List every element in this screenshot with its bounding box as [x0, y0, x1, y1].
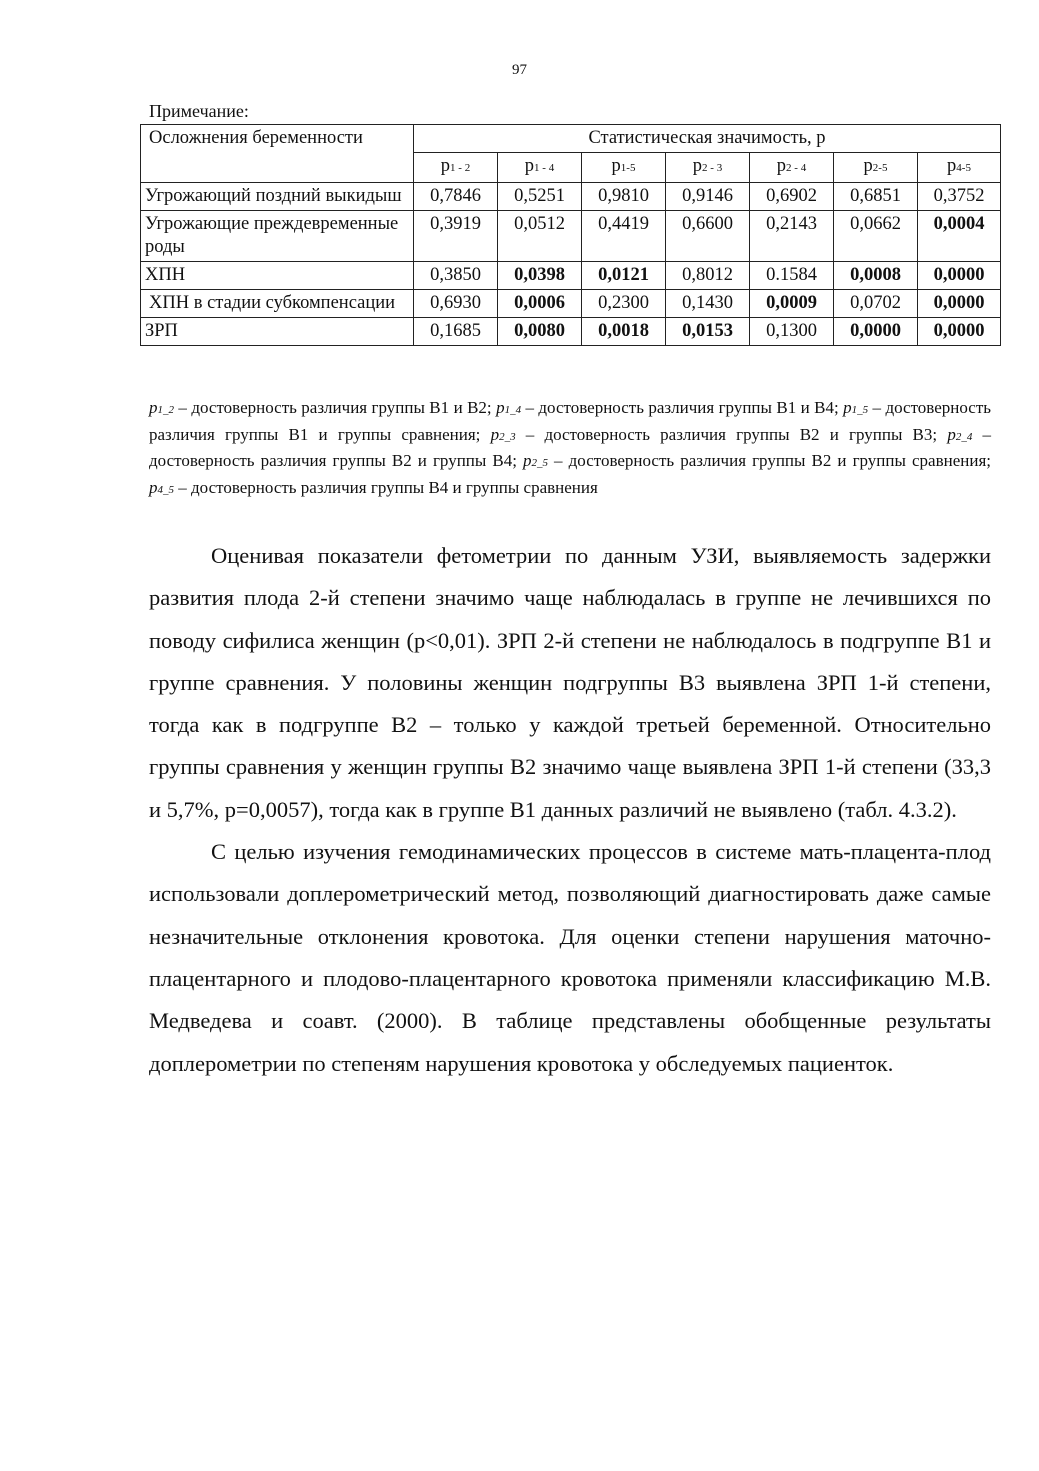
table-cell: 0,0009: [750, 290, 834, 318]
table-row: [141, 262, 1001, 290]
legend-text: – достоверность различия группы В1 и В2;: [174, 398, 497, 417]
pcol-header: р1 - 4: [498, 153, 582, 183]
table-cell: 0,6600: [666, 211, 750, 262]
legend-text: – достоверность различия группы В2 и группы В4;: [149, 424, 991, 470]
table-cell: 0,4419: [582, 211, 666, 262]
body-text: [149, 535, 991, 1085]
table-cell: 0,9810: [582, 183, 666, 211]
table-cell: 0,0000: [918, 318, 1001, 346]
legend-subscript: 1_5: [851, 404, 869, 416]
significance-table: [140, 124, 1001, 346]
table-cell: 0,0008: [834, 262, 918, 290]
legend-subscript: 2_5: [531, 457, 548, 469]
table-row: [141, 211, 1001, 262]
table-cell: 0,6930: [414, 290, 498, 318]
legend-symbol: р: [947, 424, 956, 444]
header-complication: Осложнения беременности: [141, 125, 414, 183]
pcol-header: р1 - 2: [414, 153, 498, 183]
legend-subscript: 2_3: [499, 430, 516, 443]
table-cell: 0,0018: [582, 318, 666, 346]
legend-symbol: р: [149, 398, 158, 417]
table-cell: 0,0153: [666, 318, 750, 346]
table-cell: 0,8012: [666, 262, 750, 290]
table-cell: 0,2300: [582, 290, 666, 318]
table-cell: 0,1430: [666, 290, 750, 318]
legend-subscript: 1_4: [504, 404, 522, 416]
table-cell: 0,0080: [498, 318, 582, 346]
row-label: Угрожающий поздний выкидыш: [141, 183, 414, 211]
paragraph: Оценивая показатели фетометрии по данным УЗИ, выявляемость задержки развития плода 2-й степени значимо чаще наблюдалась в группе не лечившихся по поводу сифилиса женщин (р<0,01). ЗРП 2-й степени не наблюдалось в подгруппе В1 и группе сравнения. У половины женщин подгруппы В3 выявлена ЗРП 1-й степени, тогда как в подгруппе В2 – только у каждой третьей беременной. Относительно группы сравнения у женщин группы В2 значимо чаще выявлена ЗРП 1-й степени (33,3 и 5,7%, р=0,0057), тогда как в группе В1 данных различий не выявлено (табл. 4.3.2).: [149, 543, 991, 822]
table-row: [141, 183, 1001, 211]
legend-text: – достоверность различия группы В2 и группы сравнения;: [548, 451, 991, 470]
pcol-header: р2 - 4: [750, 153, 834, 183]
row-label: Угрожающие преждевременные роды: [141, 211, 414, 262]
legend-symbol: р: [523, 451, 532, 470]
table-row: [141, 318, 1001, 346]
table-cell: 0,1685: [414, 318, 498, 346]
paragraph: С целью изучения гемодинамических процессов в системе мать-плацента-плод использовали доплерометрический метод, позволяющий диагностировать даже самые незначительные отклонения кровотока. Для оценки степени нарушения маточно-плацентарного и плодово-плацентарного кровотока применяли классификацию М.В. Медведева и соавт. (2000). В таблице представлены обобщенные результаты доплерометрии по степеням нарушения кровотока у обследуемых пациенток.: [149, 839, 991, 1076]
table-cell: 0,7846: [414, 183, 498, 211]
legend-subscript: 2_4: [955, 430, 973, 443]
legend-symbol: р: [843, 398, 852, 417]
table-cell: 0,6902: [750, 183, 834, 211]
header-significance: Статистическая значимость, р: [414, 125, 1001, 153]
pcol-header: р2 - 3: [666, 153, 750, 183]
table-cell: 0,3919: [414, 211, 498, 262]
legend-text: – достоверность различия группы В2 и группы В3;: [515, 424, 948, 444]
legend-subscript: 1_2: [157, 404, 174, 416]
row-label: ЗРП: [141, 318, 414, 346]
row-label: ХПН в стадии субкомпенсации: [141, 290, 414, 318]
table-cell: 0,2143: [750, 211, 834, 262]
table-cell: 0,9146: [666, 183, 750, 211]
table-cell: 0,3850: [414, 262, 498, 290]
table-cell: 0,0662: [834, 211, 918, 262]
note-label: Примечание:: [149, 101, 249, 121]
table-cell: 0,0000: [918, 262, 1001, 290]
legend-text: – достоверность различия группы В4 и группы сравнения: [174, 477, 598, 497]
table-cell: 0,0000: [918, 290, 1001, 318]
pcol-header: р4-5: [918, 153, 1001, 183]
table-legend: [149, 396, 991, 502]
table-cell: 0,0121: [582, 262, 666, 290]
legend-text: – достоверность различия группы В1 и группы сравнения;: [149, 398, 992, 444]
table-cell: 0,0000: [834, 318, 918, 346]
table-row: [141, 290, 1001, 318]
table-cell: 0.1584: [750, 262, 834, 290]
row-label: ХПН: [141, 262, 414, 290]
legend-symbol: р: [490, 424, 500, 444]
table-cell: 0,5251: [498, 183, 582, 211]
legend-symbol: р: [496, 398, 505, 417]
legend-text: – достоверность различия группы В1 и В4;: [521, 398, 844, 417]
table-cell: 0,3752: [918, 183, 1001, 211]
page-number: 97: [512, 62, 527, 78]
pcol-header: р2-5: [834, 153, 918, 183]
table-cell: 0,0004: [918, 211, 1001, 262]
legend-symbol: р: [149, 477, 158, 497]
legend-subscript: 4_5: [157, 483, 174, 496]
table-cell: 0,0006: [498, 290, 582, 318]
table-cell: 0,0512: [498, 211, 582, 262]
table-cell: 0,0398: [498, 262, 582, 290]
table-cell: 0,1300: [750, 318, 834, 346]
table-cell: 0,0702: [834, 290, 918, 318]
pcol-header: р1-5: [582, 153, 666, 183]
table-cell: 0,6851: [834, 183, 918, 211]
